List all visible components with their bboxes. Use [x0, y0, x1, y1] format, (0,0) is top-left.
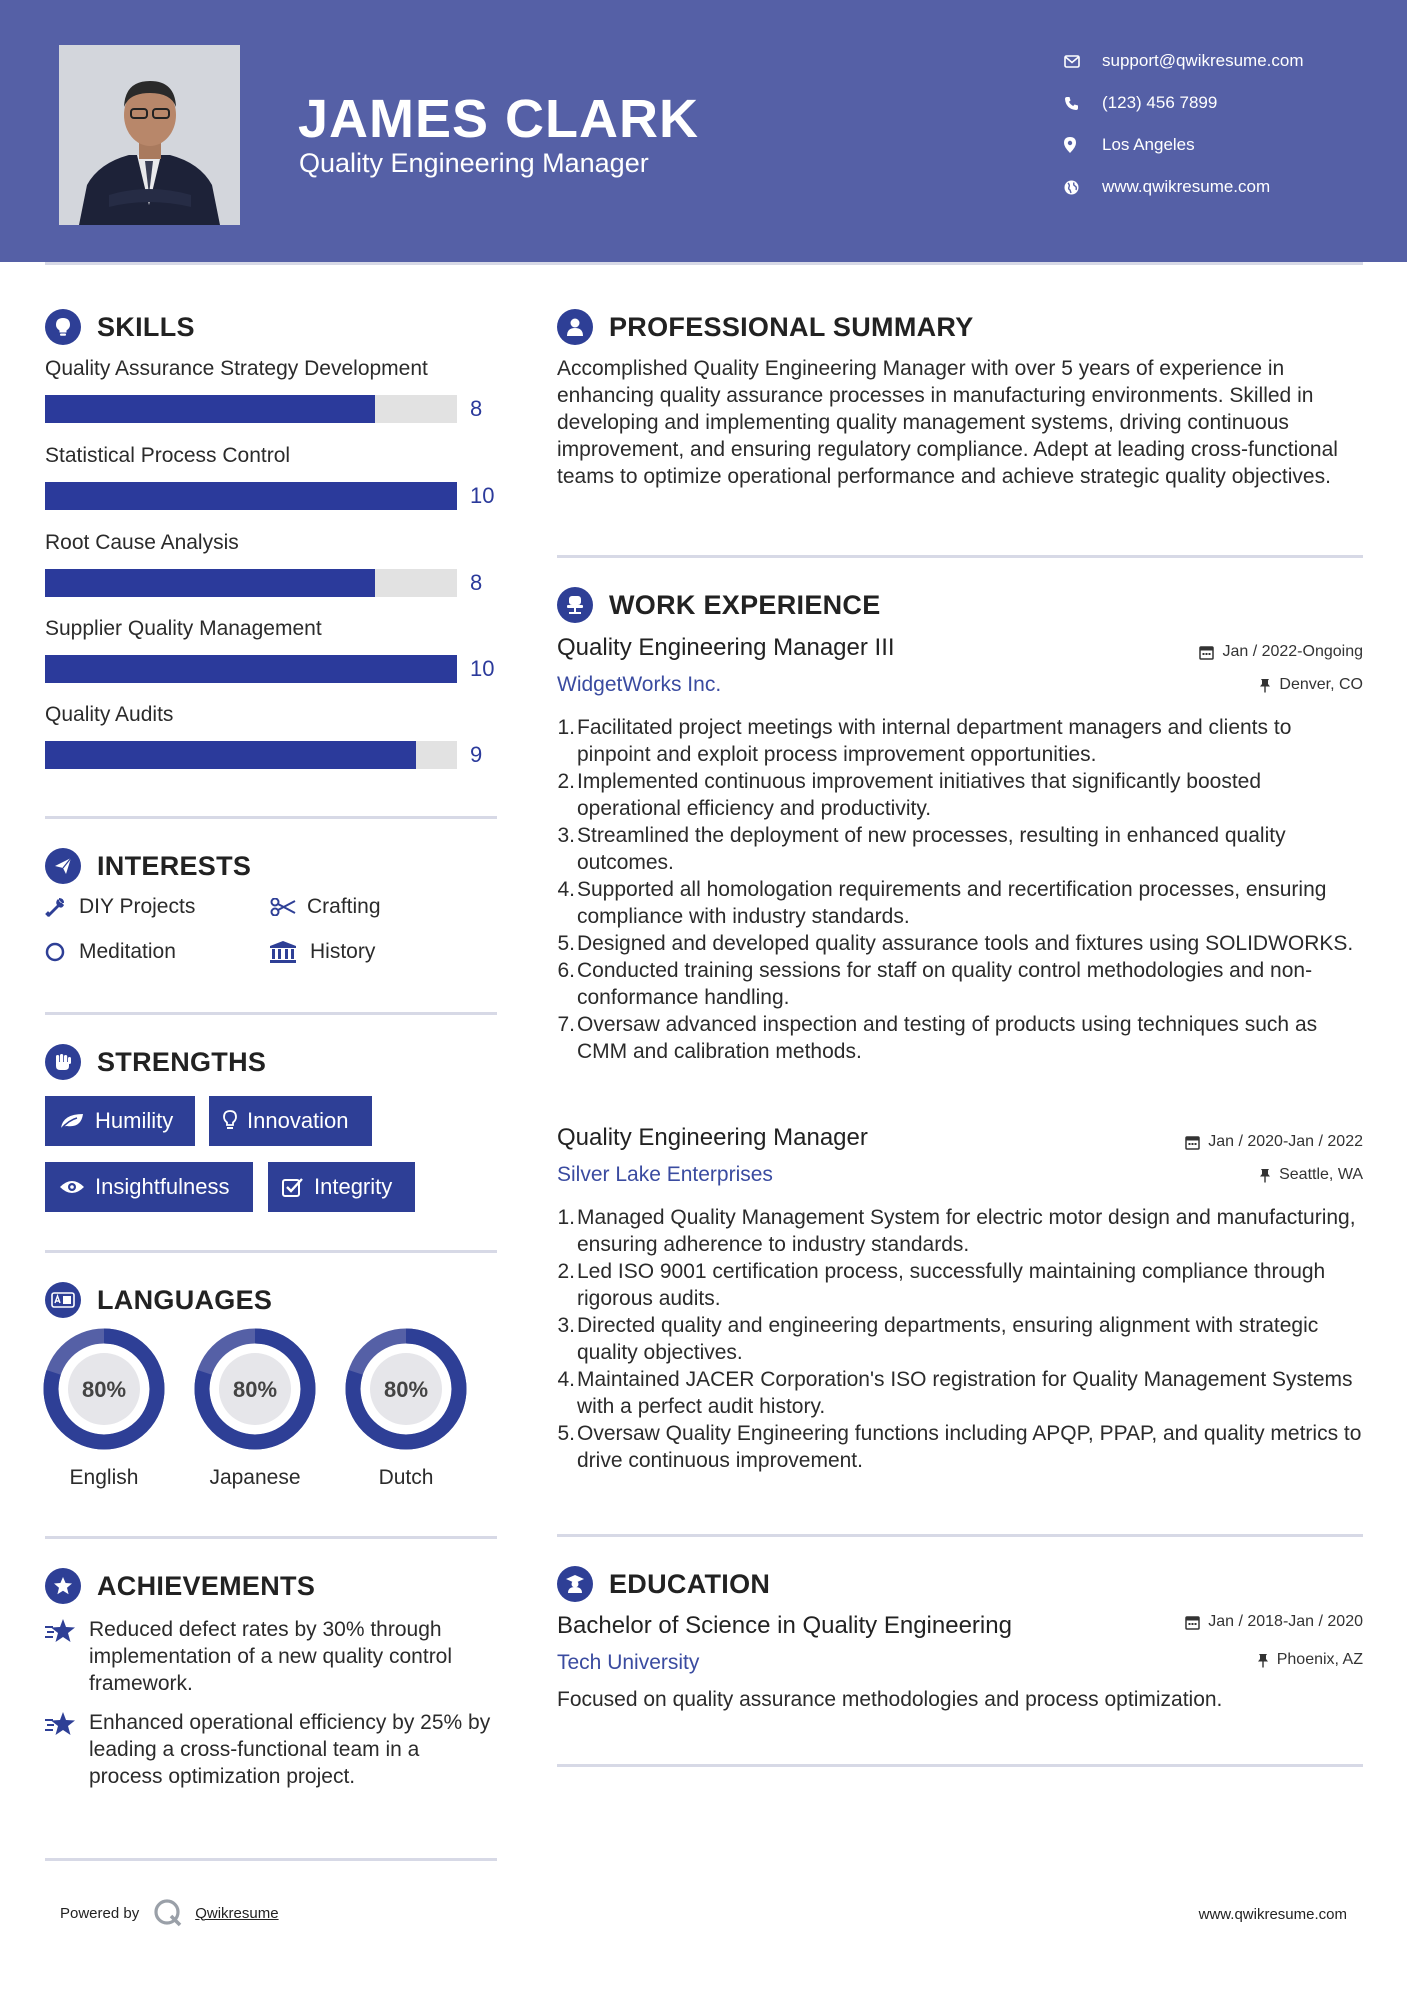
- contact-email-text: support@qwikresume.com: [1102, 51, 1304, 70]
- circle-icon: [45, 942, 79, 962]
- language-ring-svg: [43, 1328, 165, 1450]
- section-divider: [557, 1534, 1363, 1537]
- skill-bar: [45, 569, 457, 597]
- interest-label: DIY Projects: [79, 895, 196, 918]
- job-role: Quality Engineering Manager III: [557, 634, 895, 661]
- education-dates-text: Jan / 2018-Jan / 2020: [1208, 1613, 1363, 1630]
- language-ring: [43, 1328, 165, 1450]
- skill-name: Quality Audits: [45, 703, 174, 726]
- section-divider: [45, 1858, 497, 1861]
- calendar-icon: [1185, 1615, 1200, 1630]
- interest-label: Meditation: [79, 940, 176, 963]
- skill-bar: [45, 482, 457, 510]
- job-bullet: 1. Facilitated project meetings with internal department managers and clients to pinpoint and exploit process improvement opportunities.: [557, 716, 1292, 766]
- paper-plane-icon: [45, 848, 81, 884]
- language-name: Japanese: [209, 1466, 301, 1489]
- star-badge-icon: [45, 1568, 81, 1604]
- language-percent: 80%: [383, 1377, 429, 1402]
- strength-label: Integrity: [314, 1174, 393, 1199]
- education-location: [1257, 1651, 1363, 1669]
- skill-name: Statistical Process Control: [45, 444, 291, 467]
- skills-heading-text: SKILLS: [97, 311, 195, 342]
- star-icon: [45, 1709, 89, 1790]
- job-location: [1259, 1166, 1363, 1184]
- user-icon: [557, 309, 593, 345]
- pushpin-icon: [1257, 1653, 1269, 1668]
- skill-level: 10: [470, 483, 495, 508]
- experience-heading: [557, 587, 881, 623]
- job-bullet: 5. Designed and developed quality assurance tools and fixtures using SOLIDWORKS.: [557, 932, 1354, 955]
- languages-heading-text: LANGUAGES: [97, 1284, 273, 1315]
- language-ring: [194, 1328, 316, 1450]
- strength-badge: [268, 1162, 415, 1212]
- language-name: English: [69, 1466, 139, 1489]
- job-bullet: 7. Oversaw advanced inspection and testing of products using techniques such as CMM and calibration methods.: [557, 1013, 1318, 1063]
- job-bullet: 2. Implemented continuous improvement initiatives that significantly boosted operational efficiency and productivity.: [557, 770, 1262, 820]
- interests-heading: [45, 848, 251, 884]
- interest-item: [45, 940, 176, 964]
- job-bullet: 3. Directed quality and engineering departments, ensuring alignment with strategic quality objectives.: [557, 1314, 1319, 1364]
- strength-label: Insightfulness: [95, 1174, 230, 1199]
- job-role: Quality Engineering Manager: [557, 1124, 868, 1151]
- section-divider: [557, 555, 1363, 558]
- achievement-text: Reduced defect rates by 30% through implementation of a new quality control framework.: [89, 1618, 453, 1695]
- skill-bar-fill: [45, 482, 457, 510]
- contact-phone-text: (123) 456 7899: [1102, 93, 1218, 112]
- profile-photo: [59, 45, 240, 225]
- pushpin-icon: [1259, 1168, 1271, 1183]
- language-percent: 80%: [81, 1377, 127, 1402]
- job-bullet: 4. Supported all homologation requirements and recertification processes, ensuring compliance with industry standards.: [557, 878, 1327, 928]
- job-location: [1259, 676, 1363, 694]
- achievements-heading: [45, 1568, 315, 1604]
- header-divider: [45, 262, 1363, 265]
- language-ring-svg: [345, 1328, 467, 1450]
- skills-heading: [45, 309, 195, 345]
- education-description: Focused on quality assurance methodologies and process optimization.: [557, 1688, 1223, 1711]
- eye-icon: [59, 1179, 85, 1195]
- education-school: Tech University: [557, 1651, 700, 1674]
- skill-level: 9: [470, 742, 483, 767]
- globe-icon: [1064, 180, 1102, 195]
- experience-heading-text: WORK EXPERIENCE: [609, 589, 881, 620]
- skill-bar-fill: [45, 655, 457, 683]
- education-degree: Bachelor of Science in Quality Engineering: [557, 1612, 1012, 1639]
- skill-name: Quality Assurance Strategy Development: [45, 357, 428, 380]
- envelope-icon: [1064, 55, 1102, 68]
- language-ring-svg: [194, 1328, 316, 1450]
- strengths-heading-text: STRENGTHS: [97, 1046, 267, 1077]
- education-heading: [557, 1566, 770, 1602]
- skill-bar-fill: [45, 741, 416, 769]
- job-bullets: [557, 714, 1367, 1065]
- job-company: Silver Lake Enterprises: [557, 1163, 773, 1186]
- candidate-title: Quality Engineering Manager: [299, 148, 649, 178]
- fist-icon: [45, 1044, 81, 1080]
- job-bullet: 3. Streamlined the deployment of new processes, resulting in enhanced quality outcomes.: [557, 824, 1286, 874]
- achievement-item: [45, 1616, 495, 1697]
- job-location-text: Seattle, WA: [1279, 1166, 1363, 1183]
- skill-level: 10: [470, 656, 495, 681]
- job-dates: [1185, 1133, 1363, 1151]
- section-divider: [45, 1250, 497, 1253]
- job-dates-text: Jan / 2022-Ongoing: [1222, 643, 1363, 660]
- summary-heading: [557, 309, 974, 345]
- job-bullet: 6. Conducted training sessions for staff on quality control methodologies and non-conformance handling.: [557, 959, 1313, 1009]
- skill-bar-fill: [45, 569, 375, 597]
- languages-heading: [45, 1282, 272, 1318]
- achievement-item: [45, 1709, 495, 1790]
- interest-label: History: [310, 940, 376, 963]
- interests-heading-text: INTERESTS: [97, 850, 252, 881]
- skill-level: 8: [470, 570, 483, 595]
- job-bullet: 5. Oversaw Quality Engineering functions including APQP, PPAP, and quality metrics to drive continuous improvement.: [557, 1422, 1362, 1472]
- job-location-text: Denver, CO: [1279, 676, 1363, 693]
- summary-heading-text: PROFESSIONAL SUMMARY: [609, 311, 974, 342]
- language-name: Dutch: [378, 1466, 434, 1489]
- contact-location: [1064, 124, 1304, 166]
- job-bullet: 1. Managed Quality Management System for electric motor design and manufacturing, ensuring adherence to industry standards.: [557, 1206, 1356, 1256]
- skill-name: Supplier Quality Management: [45, 617, 322, 640]
- candidate-name: JAMES CLARK: [298, 89, 700, 149]
- section-divider: [45, 1012, 497, 1015]
- language-ring: [345, 1328, 467, 1450]
- strength-label: Humility: [95, 1108, 174, 1133]
- contact-email[interactable]: [1064, 40, 1304, 82]
- skill-bar: [45, 395, 457, 423]
- education-dates: [1185, 1613, 1363, 1631]
- star-icon: [45, 1616, 89, 1697]
- contact-website-text: www.qwikresume.com: [1102, 177, 1271, 196]
- contact-website[interactable]: [1064, 166, 1304, 208]
- calendar-icon: [1199, 645, 1214, 660]
- education-location-text: Phoenix, AZ: [1276, 1651, 1363, 1668]
- strength-badge: [45, 1162, 253, 1212]
- footer-powered-by: [60, 1898, 279, 1928]
- section-divider: [45, 1536, 497, 1539]
- strength-badge: [209, 1096, 372, 1146]
- language-percent: 80%: [232, 1377, 278, 1402]
- interest-item: [45, 895, 195, 919]
- job-dates: [1199, 643, 1363, 661]
- achievements-heading-text: ACHIEVEMENTS: [97, 1570, 316, 1601]
- contact-list: [1064, 40, 1304, 208]
- section-divider: [557, 1764, 1363, 1767]
- job-bullet: 2. Led ISO 9001 certification process, successfully maintaining compliance through rigorous audits.: [557, 1260, 1326, 1310]
- qwikresume-logo-icon: [153, 1898, 183, 1928]
- skill-bar: [45, 741, 457, 769]
- job-bullet: 4. Maintained JACER Corporation's ISO registration for Quality Management Systems with a perfect audit history.: [557, 1368, 1353, 1418]
- section-divider: [45, 816, 497, 819]
- skill-bar-fill: [45, 395, 375, 423]
- contact-location-text: Los Angeles: [1102, 135, 1195, 154]
- phone-icon: [1064, 96, 1102, 111]
- language-icon: [45, 1282, 81, 1318]
- check-square-icon: [282, 1177, 304, 1197]
- leaf-icon: [59, 1112, 85, 1130]
- skill-name: Root Cause Analysis: [45, 531, 239, 554]
- scissors-icon: [270, 898, 307, 916]
- strength-label: Innovation: [247, 1108, 349, 1133]
- skill-level: 8: [470, 396, 483, 421]
- skill-bar: [45, 655, 457, 683]
- powered-by-text: Powered by: [60, 1904, 140, 1922]
- summary-text: Accomplished Quality Engineering Manager with over 5 years of experience in enhancing quality assurance processes in manufacturing environments. Skilled in developing and implementing quality management systems, driving continuous improvement, and ensuring regulatory compliance. Adept at leading cross-functional teams to optimize operational performance and achieve strategic quality objectives.: [557, 357, 1338, 488]
- interest-item: [270, 940, 375, 964]
- job-dates-text: Jan / 2020-Jan / 2022: [1208, 1133, 1363, 1150]
- resume-header: [0, 0, 1407, 262]
- lightbulb-icon: [45, 309, 81, 345]
- map-pin-icon: [1064, 137, 1102, 153]
- graduate-icon: [557, 1566, 593, 1602]
- interest-item: [270, 895, 381, 919]
- wrench-icon: [45, 897, 79, 917]
- interest-label: Crafting: [307, 895, 381, 918]
- footer-brand-link[interactable]: Qwikresume: [195, 1904, 279, 1922]
- job-company: WidgetWorks Inc.: [557, 673, 722, 696]
- strengths-heading: [45, 1044, 266, 1080]
- job-bullets: [557, 1204, 1367, 1474]
- museum-icon: [270, 941, 310, 963]
- contact-phone[interactable]: [1064, 82, 1304, 124]
- pushpin-icon: [1259, 678, 1271, 693]
- strength-badge: [45, 1096, 195, 1146]
- lightbulb-icon: [223, 1110, 237, 1132]
- achievement-text: Enhanced operational efficiency by 25% by leading a cross-functional team in a process optimization project.: [89, 1711, 491, 1788]
- education-heading-text: EDUCATION: [609, 1568, 771, 1599]
- footer-website[interactable]: www.qwikresume.com: [1198, 1906, 1347, 1923]
- calendar-icon: [1185, 1135, 1200, 1150]
- briefcase-chair-icon: [557, 587, 593, 623]
